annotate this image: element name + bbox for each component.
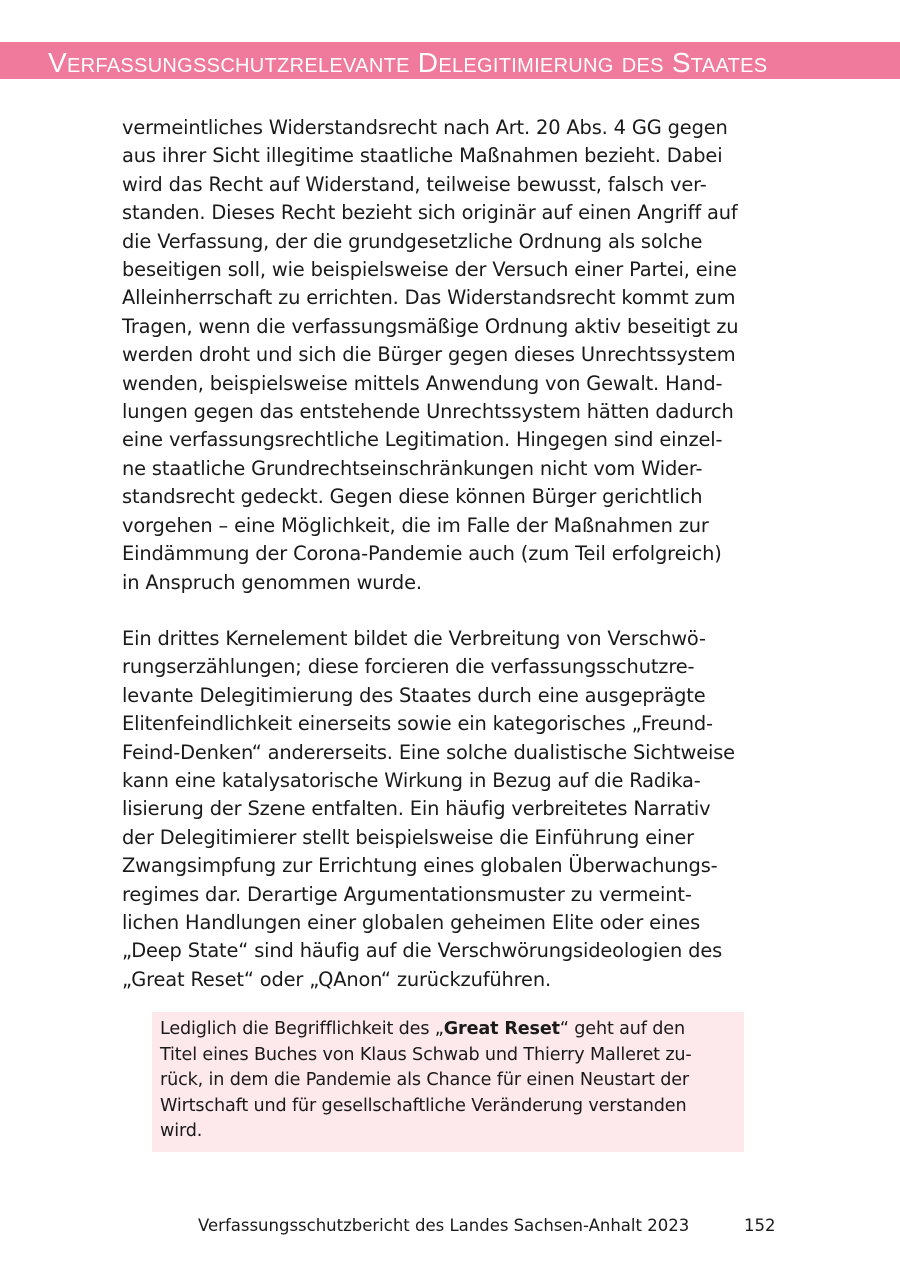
page-footer: [0, 1214, 900, 1238]
section-header-band: [0, 42, 900, 79]
footer-title: Verfassungsschutzbericht des Landes Sachsen-Anhalt 2023: [198, 1216, 690, 1235]
info-text-start: Lediglich die Begrifflichkeit des „: [160, 1019, 444, 1039]
info-box: [152, 1012, 744, 1152]
body-paragraph: Ein drittes Kernelement bildet die Verbreitung von Verschwö- rungserzählungen; diese forcieren die verfassungsschutzre- levante Delegitimierung des Staates durch eine ausgeprägte Elitenfeindlichkeit einerseits sowie ein kategorisches „Freund- Feind-Denken“ andererseits. Eine solche dualistische Sichtweise kann eine katalysatorische Wirkung in Bezug auf die Radika- lisierung der Szene entfalten. Ein häufig verbreitetes Narrativ der Delegitimierer stellt beispielsweise die Einführung einer Zwangsimpfung zur Errichtung eines globalen Überwachungs- regimes dar. Derartige Argumentationsmuster zu vermeint- lichen Handlungen einer globalen geheimen Elite oder eines „Deep State“ sind häufig auf die Verschwörungsideologien des „Great Reset“ oder „QAnon“ zurückzuführen.: [122, 626, 735, 991]
main-text: [122, 114, 782, 994]
section-title: Verfassungsschutzrelevante Delegitimierung des Staates: [48, 47, 768, 78]
body-paragraph: vermeintliches Widerstandsrecht nach Art. 20 Abs. 4 GG gegen aus ihrer Sicht illegitime staatliche Maßnahmen bezieht. Dabei wird das Recht auf Widerstand, teilweise bewusst, falsch ver- standen. Dieses Recht bezieht sich originär auf einen Angriff auf die Verfassung, der die grundgesetzliche Ordnung als solche beseitigen soll, wie beispielsweise der Versuch einer Partei, eine Alleinherrschaft zu errichten. Das Widerstandsrecht kommt zum Tragen, wenn die verfassungsmäßige Ordnung aktiv beseitigt zu werden droht und sich die Bürger gegen dieses Unrechtssystem wenden, beispielsweise mittels Anwendung von Gewalt. Hand- lungen gegen das entstehende Unrechtssystem hätten dadurch eine verfassungsrechtliche Legitimation. Hingegen sind einzel- ne staatliche Grundrechtseinschränkungen nicht vom Wider- standsrecht gedeckt. Gegen diese können Bürger gerichtlich vorgehen – eine Möglichkeit, die im Falle der Maßnahmen zur Eindämmung der Corona-Pandemie auch (zum Teil erfolgreich) in Anspruch genommen wurde.: [122, 116, 739, 594]
info-bold-term: Great Reset: [443, 1019, 560, 1039]
info-text-end: “ geht auf den Titel eines Buches von Klaus Schwab und Thierry Malleret zu- rück, in dem die Pandemie als Chance für einen Neustart der Wirtschaft und für gesellschaftliche Veränderung verstanden wird.: [160, 1019, 692, 1142]
info-box-text: [160, 1017, 736, 1145]
page-number: 152: [744, 1216, 776, 1235]
